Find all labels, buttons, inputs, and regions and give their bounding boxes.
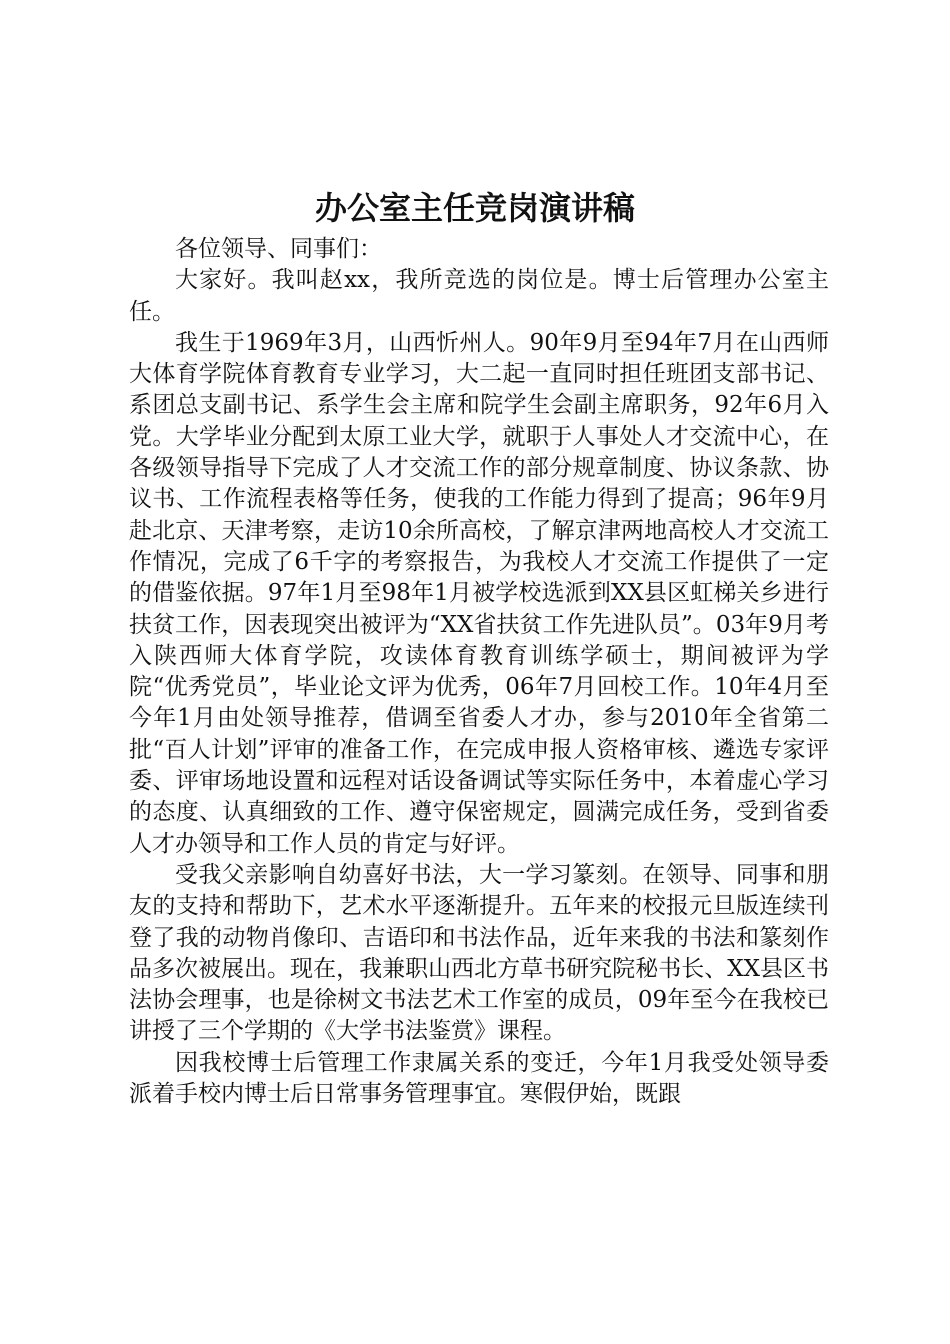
greeting-paragraph: 大家好。我叫赵xx，我所竞选的岗位是。博士后管理办公室主任。 — [129, 267, 829, 325]
hobby-paragraph: 受我父亲影响自幼喜好书法，大一学习篆刻。在领导、同事和朋友的支持和帮助下，艺术水平逐渐提升。五年来的校报元旦版连续刊登了我的动物肖像印、吉语印和书法作品，近年来我的书法和篆刻作品多次被展出。现在，我兼职山西北方草书研究院秘书长、XX县区书法协会理事，也是徐树文书法艺术工作室的成员，09年至今在我校已讲授了三个学期的《大学书法鉴赏》课程。 — [129, 861, 829, 1045]
salutation-paragraph: 各位领导、同事们： — [175, 236, 382, 262]
document-title: 办公室主任竞岗演讲稿 — [314, 189, 635, 227]
work-paragraph: 因我校博士后管理工作隶属关系的变迁，今年1月我受处领导委派着手校内博士后日常事务管理事宜。寒假伊始，既跟 — [129, 1049, 829, 1108]
background-paragraph: 我生于1969年3月，山西忻州人。90年9月至94年7月在山西师大体育学院体育教育专业学习，大二起一直同时担任班团支部书记、系团总支副书记、系学生会主席和院学生会副主席职务，92年6月入党。大学毕业分配到太原工业大学，就职于人事处人才交流中心，在各级领导指导下完成了人才交流工作的部分规章制度、协议条款、协议书、工作流程表格等任务，使我的工作能力得到了提高；96年9月赴北京、天津考察，走访10余所高校，了解京津两地高校人才交流工作情况，完成了6千字的考察报告，为我校人才交流工作提供了一定的借鉴依据。97年1月至98年1月被学校选派到XX县区虹梯关乡进行扶贫工作，因表现突出被评为“XX省扶贫工作先进队员”。03年9月考入陕西师大体育学院，攻读体育教育训练学硕士，期间被评为学院“优秀党员”，毕业论文评为优秀，06年7月回校工作。10年4月至今年1月由处领导推荐，借调至省委人才办，参与2010年全省第二批“百人计划”评审的准备工作，在完成申报人资格审核、遴选专家评委、评审场地设置和远程对话设备调试等实际任务中，本着虚心学习的态度、认真细致的工作、遵守保密规定，圆满完成任务，受到省委人才办领导和工作人员的肯定与好评。 — [129, 329, 829, 857]
document-body — [129, 234, 829, 1110]
